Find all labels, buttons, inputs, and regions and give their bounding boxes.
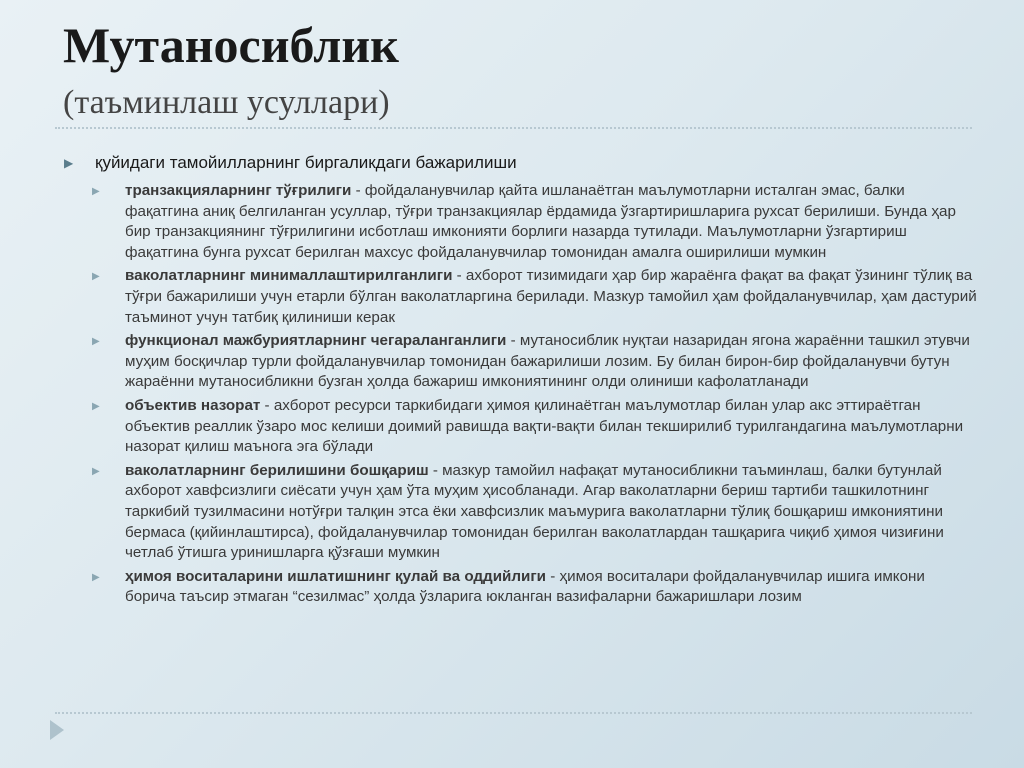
item-text: - мазкур тамойил нафақат мутаносибликни таъминлаш, балки бутунлай ахборот хавфсизлиги сиёсати учун ҳам ўта муҳим ҳисобланади. Агар ваколатларни бериш тартиби ташкилотнинг таркибий тузилмасини нотўғри талқин этса ёки хавфсизлик маъмурига ваколатларни тўлиқ бошқариш имкониятини бермаса (қийинлаштирса), фойдаланувчилар томонидан берилган ваколатлардан ташқарига чиқиб ҳимоя чизиғини четлаб ўтишга уринишларга қўзғаши мумкин [125, 461, 944, 562]
item-term: ваколатларнинг берилишини бошқариш [125, 461, 429, 479]
list-item [92, 567, 978, 608]
item-term: объектив назорат [125, 396, 261, 414]
bullet-arrow-icon: ▶ [64, 156, 74, 170]
bullet-arrow-icon: ▶ [92, 186, 100, 197]
list-item [92, 396, 978, 458]
slide-title: Мутаносиблик [63, 17, 399, 73]
list-item [92, 266, 978, 328]
main-bullet [63, 152, 978, 174]
item-term: транзакцияларнинг тўғрилиги [125, 182, 352, 199]
bullet-arrow-icon: ▶ [92, 465, 100, 477]
item-text: - мутаносиблик нуқтаи назаридан ягона жараённи ташкил этувчи муҳим босқичлар турли фойдаланувчилар томонидан бажарилиши лозим. Бу билан бирон-бир фойдаланувчи бутун жараённи мутаносибликни бузган ҳолда бажариш имкониятининг олди олиниши кафолатланади [125, 332, 970, 391]
bottom-divider [55, 712, 972, 714]
item-term: функционал мажбуриятларнинг чегараланганлиги [125, 332, 507, 350]
item-text: - фойдаланувчилар қайта ишланаётган маълумотларни исталган эмас, балки фақатгина аниқ белгиланган усуллар, тўғри транзакциялар ёрдамида ўзгартиришларига рухсат берилиши. Бунда ҳар бир транзакциянинг тўғрилигини исботлаш имконияти борлиги назарда тутилади. Маълумотларни ўзгартириш фақатгина бунга рухсат берилган махсус фойдаланувчилар томонидан амалга оширилиши мумкин [125, 182, 956, 261]
list-item [92, 331, 978, 393]
bullet-arrow-icon: ▶ [92, 571, 100, 583]
bullet-arrow-icon: ▶ [92, 271, 100, 283]
item-term: ҳимоя воситаларини ишлатишнинг қулай ва оддийлиги [125, 567, 547, 585]
item-term: ваколатларнинг минималлаштирилганлиги [125, 267, 453, 285]
item-text: - ҳимоя воситалари фойдаланувчилар ишига имкони борича таъсир этмаган “сезилмас” ҳолда ўзларига юкланган вазифаларни бажаришлари лозим [125, 567, 925, 606]
item-text: - ахборот тизимидаги ҳар бир жараёнга фақат ва фақат ўзининг тўлиқ ва тўғри бажарилиши учун етарли бўлган ваколатларгина берилади. Мазкур тамойил ҳам фойдаланувчилар, ҳам дастурий таъминот учун татбиқ қилиниши керак [125, 267, 977, 326]
list-item [92, 181, 978, 263]
list-item [92, 461, 978, 564]
slide-subtitle: (таъминлаш усуллари) [63, 84, 390, 121]
content-list [63, 152, 978, 611]
item-text: - ахборот ресурси таркибидаги ҳимоя қилинаётган маълумотлар билан улар акс эттираётган объектив реаллик ўзаро мос келиши доимий равишда вақти-вақти билан текширилиб турилгандагина маълумотларни назорат қилиш маънога эга бўлади [125, 396, 964, 456]
main-bullet-text: қуйидаги тамойилларнинг биргаликдаги бажарилиши [95, 153, 517, 172]
top-divider [55, 127, 972, 129]
bullet-arrow-icon: ▶ [92, 400, 100, 412]
corner-triangle-icon [50, 720, 64, 740]
bullet-arrow-icon: ▶ [92, 336, 100, 348]
